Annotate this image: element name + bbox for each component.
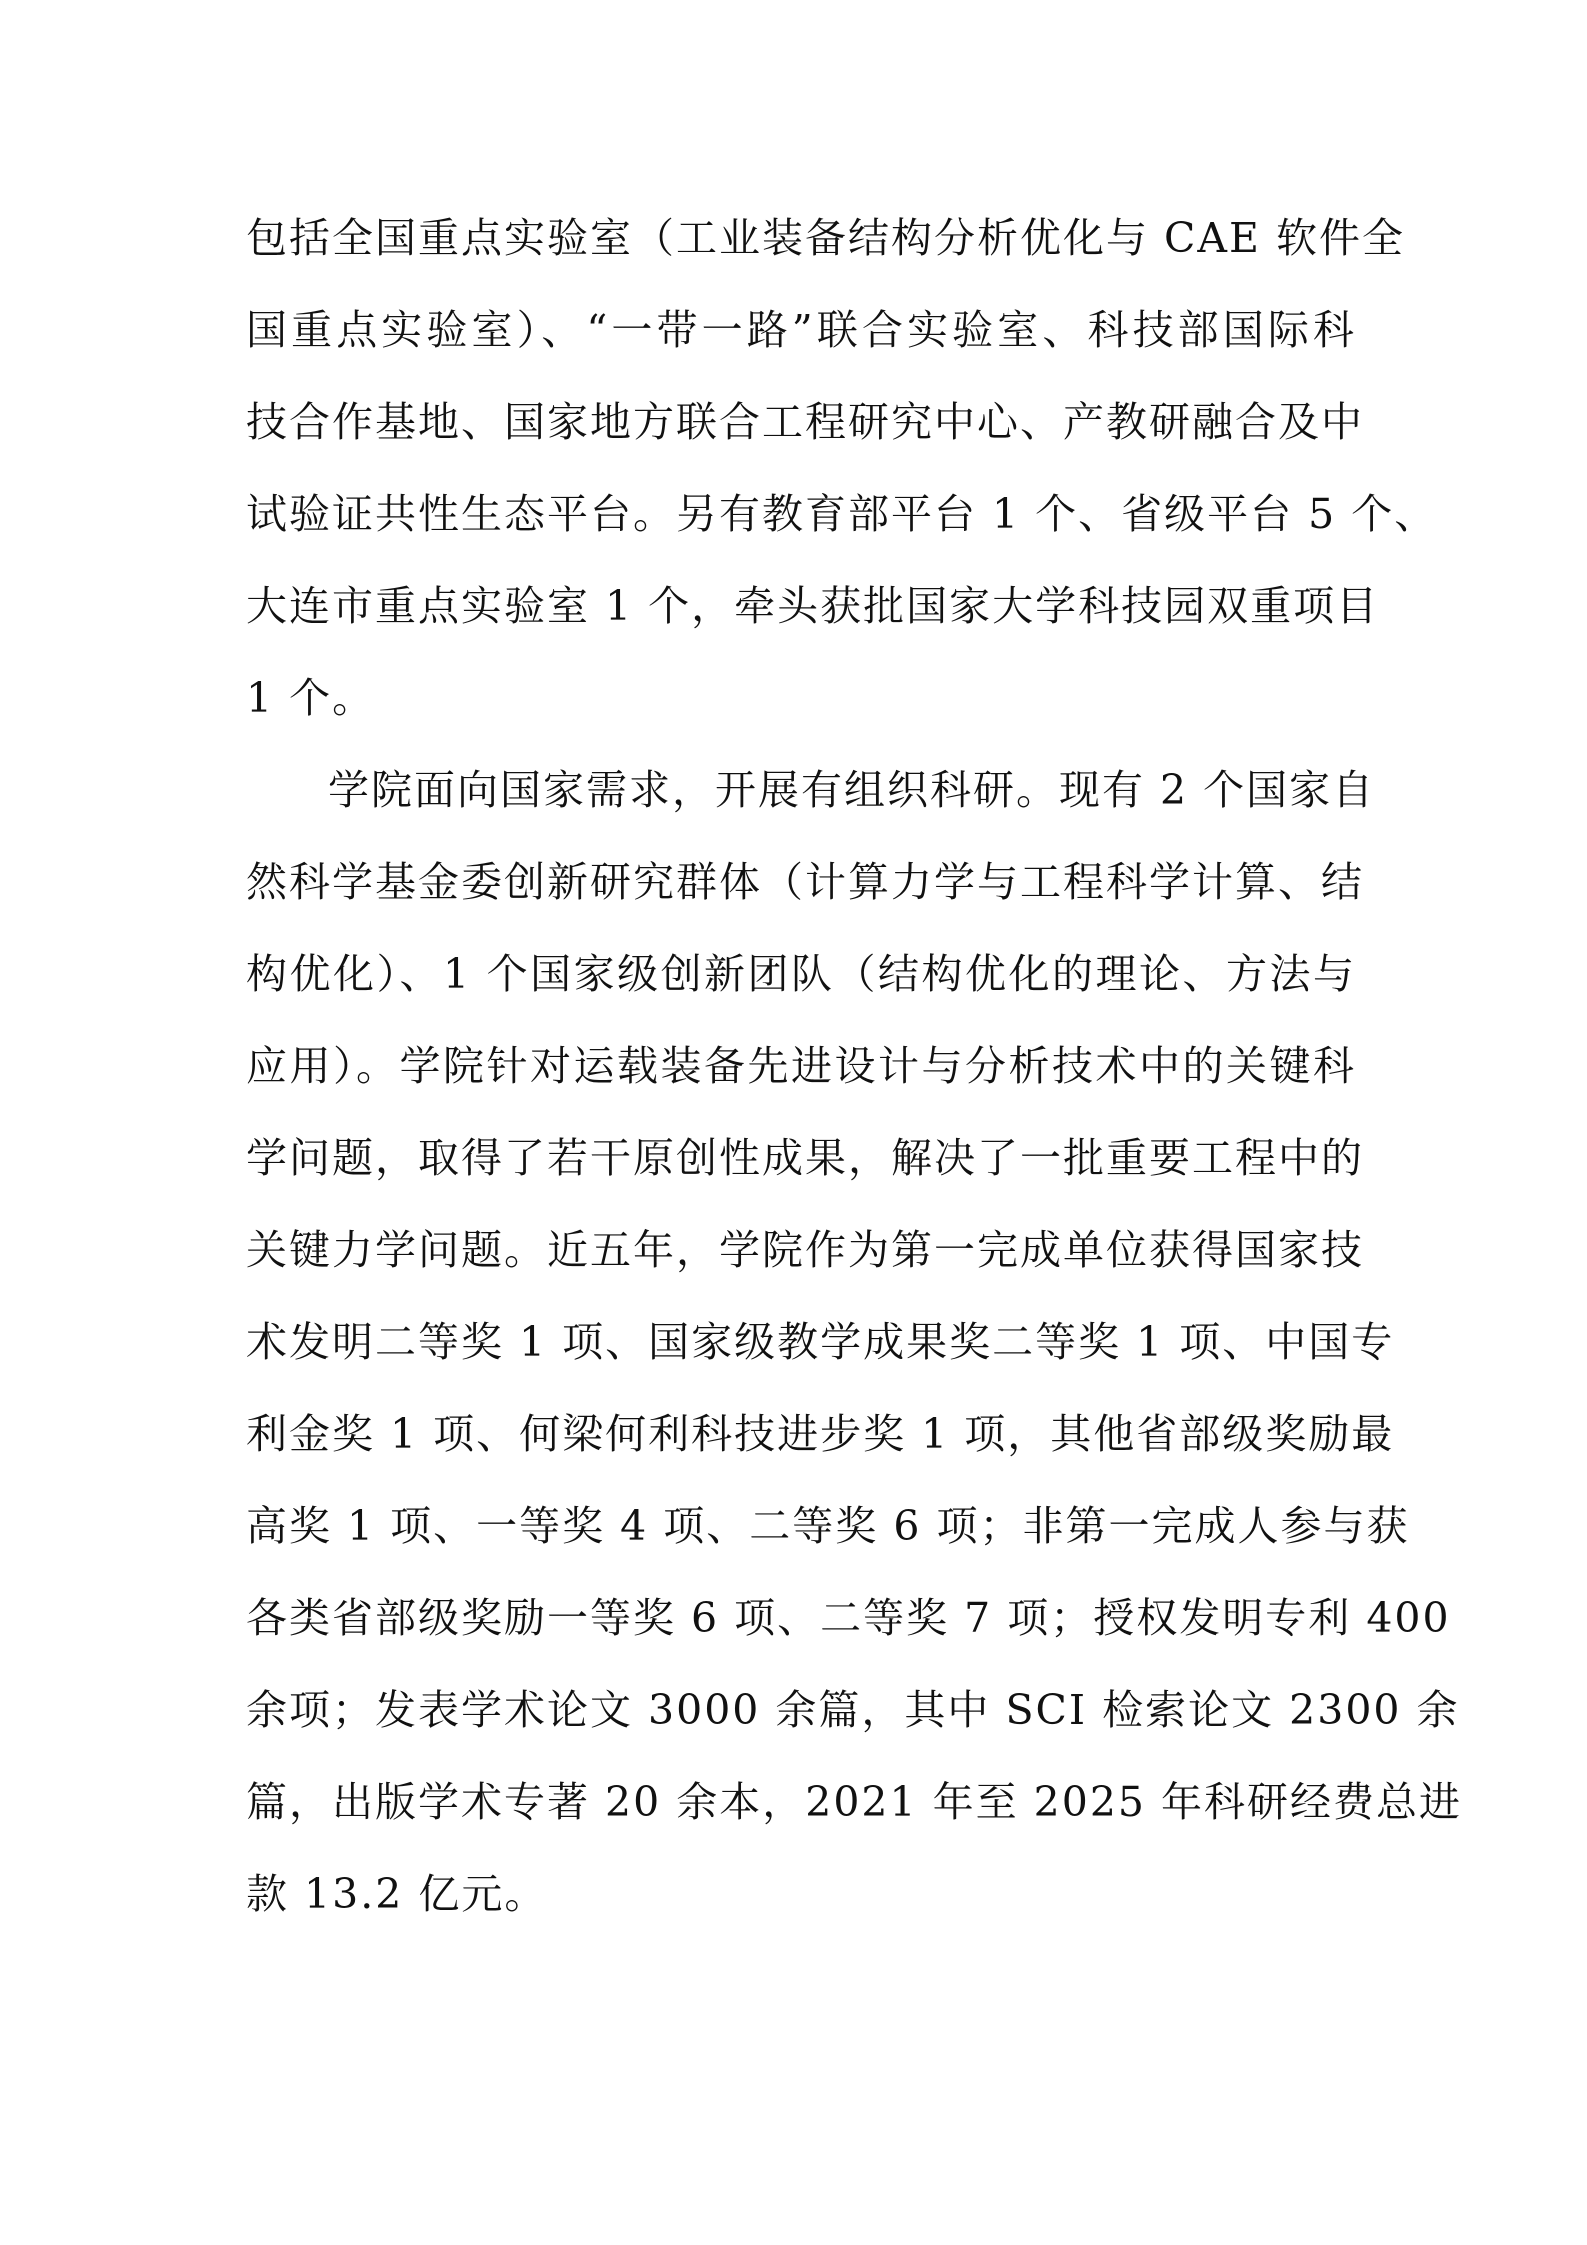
paragraph-1-line-6: 1 个。: [246, 674, 376, 722]
paragraph-2-line-12: 篇，出版学术专著 20 余本，2021 年至 2025 年科研经费总进: [246, 1778, 1463, 1826]
paragraph-1-line-4: 试验证共性生态平台。另有教育部平台 1 个、省级平台 5 个、: [246, 490, 1438, 538]
paragraph-2-line-3: 构优化）、1 个国家级创新团队（结构优化的理论、方法与: [246, 950, 1356, 998]
paragraph-2-line-4: 应用）。学院针对运载装备先进设计与分析技术中的关键科: [246, 1042, 1356, 1090]
paragraph-2-line-8: 利金奖 1 项、何梁何利科技进步奖 1 项，其他省部级奖励最: [246, 1410, 1395, 1458]
paragraph-1-line-2: 国重点实验室）、“一带一路”联合实验室、科技部国际科: [246, 306, 1356, 354]
paragraph-2-line-11: 余项；发表学术论文 3000 余篇，其中 SCI 检索论文 2300 余: [246, 1686, 1460, 1734]
paragraph-2-line-9: 高奖 1 项、一等奖 4 项、二等奖 6 项；非第一完成人参与获: [246, 1502, 1410, 1550]
paragraph-2-line-10: 各类省部级奖励一等奖 6 项、二等奖 7 项；授权发明专利 400: [246, 1594, 1451, 1642]
document-body: [246, 192, 1463, 1940]
paragraph-1-line-3: 技合作基地、国家地方联合工程研究中心、产教研融合及中: [246, 398, 1364, 446]
paragraph-2-line-7: 术发明二等奖 1 项、国家级教学成果奖二等奖 1 项、中国专: [246, 1318, 1395, 1366]
paragraph-2-line-1: [246, 744, 1376, 836]
paragraph-2-line-2: 然科学基金委创新研究群体（计算力学与工程科学计算、结: [246, 858, 1364, 906]
paragraph-2-line-5: 学问题，取得了若干原创性成果，解决了一批重要工程中的: [246, 1134, 1364, 1182]
paragraph-1-line-5: 大连市重点实验室 1 个，牵头获批国家大学科技园双重项目: [246, 582, 1380, 630]
paragraph-2-line-1-text: 学院面向国家需求，开展有组织科研。现有 2 个国家自: [328, 766, 1376, 814]
paragraph-1-line-1: 包括全国重点实验室（工业装备结构分析优化与 CAE 软件全: [246, 214, 1405, 262]
paragraph-2-line-13: 款 13.2 亿元。: [246, 1870, 548, 1918]
paragraph-2-line-6: 关键力学问题。近五年，学院作为第一完成单位获得国家技: [246, 1226, 1364, 1274]
